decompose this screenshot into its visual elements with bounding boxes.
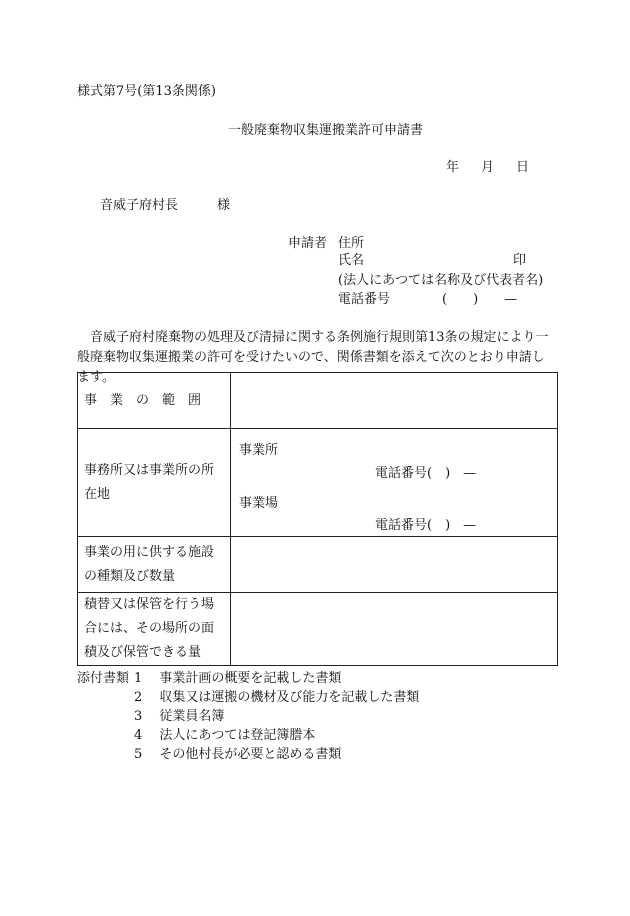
- addressee-name: 音威子府村長: [100, 198, 179, 213]
- location-label-cell: [78, 429, 231, 537]
- attachment-text: 法人にあつては登記簿謄本: [159, 728, 316, 743]
- table-row-storage: [78, 593, 558, 666]
- attachment-number: 5: [134, 747, 143, 762]
- storage-label: 積替又は保管を行う場合には、その場所の面積及び保管できる量: [84, 597, 215, 660]
- attachment-text: 収集又は運搬の機材及び能力を記載した書類: [159, 690, 420, 705]
- date-year: 年: [446, 160, 460, 175]
- applicant-phone: 電話番号 ( ) —: [338, 292, 518, 307]
- site-phone: 電話番号( ) —: [375, 518, 477, 533]
- facility-label: 事業の用に供する施設の種類及び数量: [84, 544, 215, 584]
- scope-value-cell[interactable]: [231, 373, 558, 429]
- facility-value-cell[interactable]: [231, 537, 558, 593]
- location-label: 事務所又は事業所の所在地: [84, 462, 215, 502]
- applicant-label: 申請者: [288, 236, 328, 251]
- attachments-label: 添付書類: [77, 671, 130, 686]
- location-value-cell[interactable]: [231, 429, 558, 537]
- attachment-text: その他村長が必要と認める書類: [159, 747, 342, 762]
- storage-value-cell[interactable]: [231, 593, 558, 666]
- attachment-item: [134, 747, 341, 763]
- scope-label: 事業の範囲: [84, 392, 215, 408]
- form-number: 様式第7号(第13条関係): [77, 84, 216, 99]
- attachment-number: 1: [134, 671, 143, 686]
- applicant-address-label: 住所: [338, 236, 365, 251]
- facility-label-cell: [78, 537, 231, 593]
- seal-mark: 印: [513, 253, 527, 268]
- date-month: 月: [481, 160, 495, 175]
- office-label: 事業所: [239, 443, 279, 458]
- office-phone: 電話番号( ) —: [375, 466, 477, 481]
- scope-label-cell: [78, 373, 231, 429]
- application-statement: 音威子府村廃棄物の処理及び清掃に関する条例施行規則第13条の規定により一般廃棄物収集運搬業の許可を受けたいので、関係書類を添えて次のとおり申請します。: [77, 330, 549, 385]
- table-row-facility: [78, 537, 558, 593]
- application-table: [77, 372, 558, 666]
- site-label: 事業場: [239, 496, 279, 511]
- attachment-item: [134, 671, 341, 687]
- attachment-text: 従業員名簿: [159, 709, 225, 724]
- applicant-name-label: 氏名: [338, 253, 365, 268]
- attachment-number: 2: [134, 690, 143, 705]
- attachment-number: 4: [134, 728, 143, 743]
- date-day: 日: [516, 160, 530, 175]
- attachment-number: 3: [134, 709, 143, 724]
- storage-label-cell: [78, 593, 231, 666]
- attachment-text: 事業計画の概要を記載した書類: [159, 671, 342, 686]
- attachment-item: [134, 709, 224, 725]
- table-row-location: [78, 429, 558, 537]
- addressee-honorific: 様: [217, 198, 231, 213]
- applicant-note: (法人にあつては名称及び代表者名): [338, 273, 544, 288]
- table-row-scope: [78, 373, 558, 429]
- attachment-item: [134, 728, 315, 744]
- attachment-item: [134, 690, 419, 706]
- document-title: 一般廃棄物収集運搬業許可申請書: [228, 123, 424, 138]
